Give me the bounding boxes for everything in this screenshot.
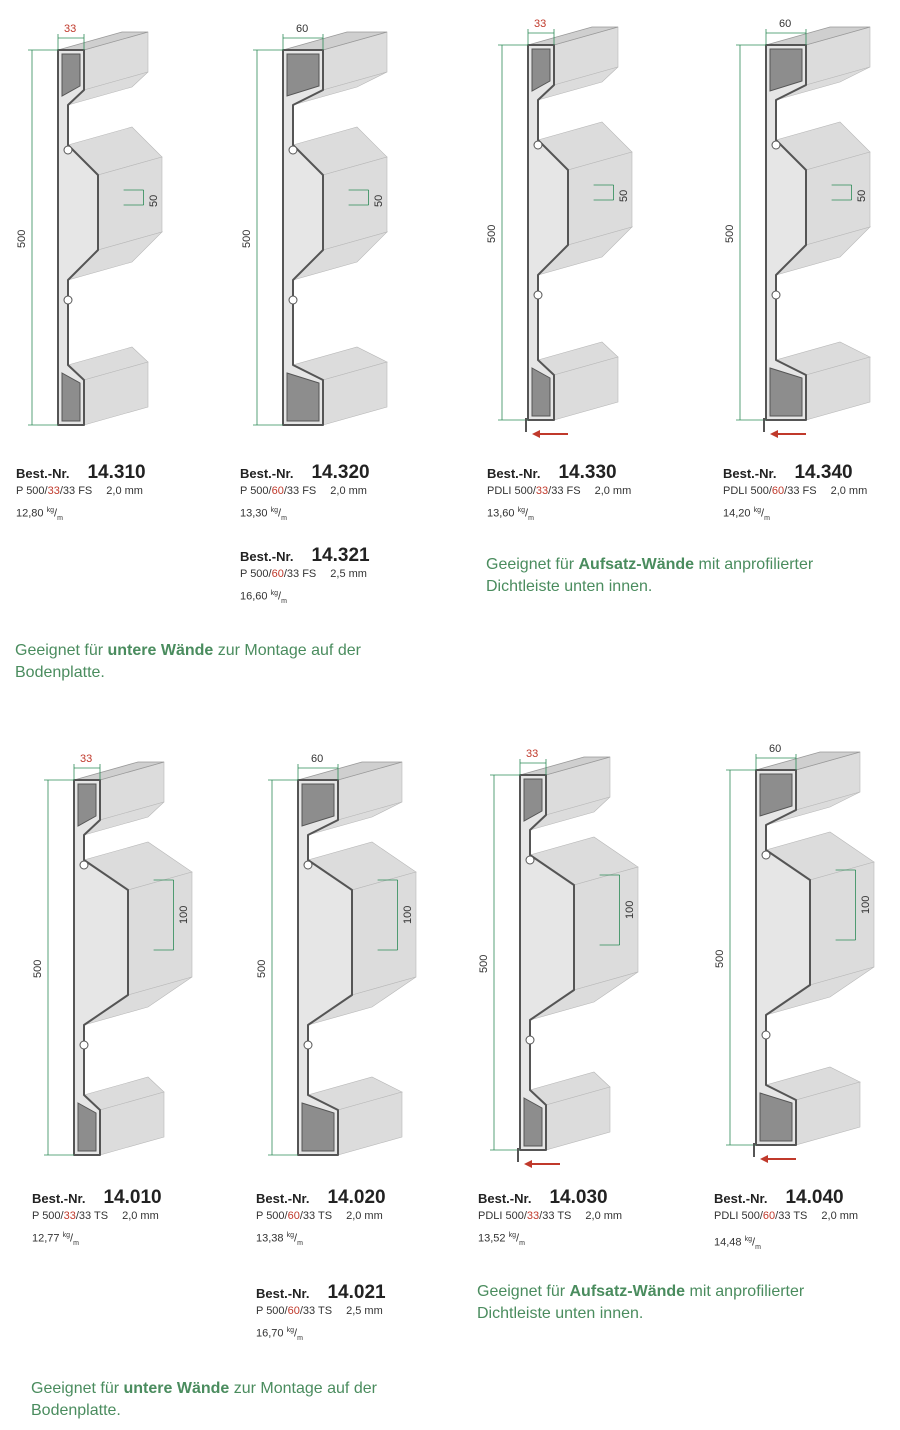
bolt-hole bbox=[526, 1036, 534, 1044]
note-emphasis: untere Wände bbox=[123, 1380, 230, 1397]
code-suffix: /33 FS bbox=[283, 485, 317, 497]
profile-side-face bbox=[574, 867, 638, 990]
thickness: 2,0 mm bbox=[830, 485, 868, 497]
dim-offset-label: 100 bbox=[623, 900, 636, 919]
weight: 14,20 bbox=[723, 507, 751, 520]
dim-width-label: 33 bbox=[534, 18, 547, 30]
bolt-hole bbox=[304, 861, 312, 869]
code-width: 60 bbox=[287, 1305, 300, 1317]
weight: 13,30 bbox=[240, 507, 268, 520]
order-number: 14.040 bbox=[785, 1187, 844, 1208]
unit-kg: kg bbox=[753, 507, 761, 514]
profile-drawing-14010 bbox=[26, 750, 216, 1190]
thickness: 2,0 mm bbox=[585, 1210, 623, 1222]
spec-14040: Best.-Nr. 14.040 PDLI 500/60/33 TS 2,0 mm 14,48 $^{kg}/_m$ bbox=[714, 1187, 859, 1251]
dim-width-label: 60 bbox=[296, 23, 309, 35]
order-label: Best.-Nr. bbox=[240, 549, 294, 564]
dim-height-label: 500 bbox=[32, 959, 44, 978]
bolt-hole bbox=[534, 141, 542, 149]
bolt-hole bbox=[526, 856, 534, 864]
spec-14320: Best.-Nr. 14.320 P 500/60/33 FS 2,0 mm 13,30 $^{kg}/_m$ bbox=[240, 462, 370, 522]
spec-14020: Best.-Nr. 14.020 P 500/60/33 TS 2,0 mm 13,38 $^{kg}/_m$ bbox=[256, 1187, 386, 1247]
code-suffix: /33 TS bbox=[539, 1210, 572, 1222]
dim-height-label: 500 bbox=[256, 959, 268, 978]
unit-kg: kg bbox=[744, 1236, 752, 1243]
profile-shape bbox=[520, 757, 638, 1150]
unit-kg: kg bbox=[286, 1232, 294, 1239]
profile-drawing-14020 bbox=[250, 750, 440, 1190]
order-label: Best.-Nr. bbox=[240, 466, 294, 481]
dim-offset-label: 50 bbox=[617, 189, 630, 202]
weight: 14,48 bbox=[714, 1236, 742, 1249]
unit-m: m bbox=[281, 597, 287, 605]
weight: 16,70 bbox=[256, 1327, 284, 1340]
dim-offset-label: 50 bbox=[147, 194, 160, 207]
unit-kg: kg bbox=[270, 507, 278, 514]
profile-svg bbox=[250, 750, 440, 1190]
order-number: 14.021 bbox=[327, 1282, 386, 1303]
unit-m: m bbox=[755, 1243, 761, 1251]
dim-height-label: 500 bbox=[724, 224, 736, 243]
dim-height-label: 500 bbox=[478, 954, 490, 973]
note-text: Geeignet für bbox=[477, 1283, 570, 1300]
profile-svg bbox=[480, 15, 670, 455]
profile-drawing-14340 bbox=[718, 15, 900, 455]
thickness: 2,0 mm bbox=[821, 1210, 859, 1222]
code-width: 60 bbox=[771, 485, 785, 497]
dim-height-label: 500 bbox=[486, 224, 498, 243]
dim-offset-label: 100 bbox=[859, 895, 872, 914]
order-number: 14.310 bbox=[87, 462, 146, 483]
order-number: 14.320 bbox=[311, 462, 370, 483]
code-prefix: P 500/ bbox=[240, 485, 272, 497]
dim-offset-label: 100 bbox=[401, 905, 414, 924]
dim-offset-label: 50 bbox=[855, 189, 868, 202]
bolt-hole bbox=[64, 146, 72, 154]
unit-m: m bbox=[73, 1239, 79, 1247]
weight: 12,77 bbox=[32, 1232, 60, 1245]
note-emphasis: untere Wände bbox=[107, 642, 214, 659]
dim-height-label: 500 bbox=[16, 229, 28, 248]
order-label: Best.-Nr. bbox=[256, 1286, 310, 1301]
thickness: 2,5 mm bbox=[346, 1305, 383, 1317]
note-text: mit anprofilierter Dichtleiste unten innen. bbox=[486, 556, 814, 595]
spec-14030: Best.-Nr. 14.030 PDLI 500/33/33 TS 2,0 mm 13,52 $^{kg}/_m$ bbox=[478, 1187, 623, 1247]
spec-14340: Best.-Nr. 14.340 PDLI 500/60/33 FS 2,0 mm 14,20 $^{kg}/_m$ bbox=[723, 462, 868, 522]
code-width: 60 bbox=[287, 1210, 300, 1222]
bolt-hole bbox=[80, 861, 88, 869]
order-number: 14.030 bbox=[549, 1187, 608, 1208]
profile-drawing-14310 bbox=[10, 20, 200, 460]
dim-width-label: 33 bbox=[526, 748, 539, 760]
weight: 12,80 bbox=[16, 507, 44, 520]
note-text: mit anprofilierter Dichtleiste unten innen. bbox=[477, 1283, 805, 1322]
unit-kg: kg bbox=[270, 590, 278, 597]
note-text: Geeignet für bbox=[15, 642, 108, 659]
profile-shape bbox=[766, 27, 870, 420]
code-suffix: /33 TS bbox=[75, 1210, 109, 1222]
unit-m: m bbox=[281, 514, 287, 522]
profile-svg bbox=[10, 20, 200, 460]
code-suffix: /33 FS bbox=[283, 568, 317, 580]
unit-m: m bbox=[297, 1239, 303, 1247]
thickness: 2,0 mm bbox=[346, 1210, 383, 1222]
dim-width-label: 33 bbox=[64, 23, 77, 35]
code-suffix: /33 TS bbox=[775, 1210, 808, 1222]
code-prefix: PDLI 500/ bbox=[723, 485, 772, 497]
dim-height-label: 500 bbox=[241, 229, 253, 248]
profile-shape bbox=[298, 762, 416, 1155]
profile-shape bbox=[74, 762, 192, 1155]
unit-kg: kg bbox=[508, 1232, 516, 1239]
spec-14310: Best.-Nr. 14.310 P 500/33/33 FS 2,0 mm 12,80 $^{kg}/_m$ bbox=[16, 462, 146, 522]
spec-14321: Best.-Nr. 14.321 P 500/60/33 FS 2,5 mm 16,60 $^{kg}/_m$ bbox=[240, 545, 370, 605]
order-label: Best.-Nr. bbox=[723, 466, 777, 481]
profile-shape bbox=[528, 27, 632, 420]
thickness: 2,0 mm bbox=[106, 485, 143, 497]
order-number: 14.321 bbox=[311, 545, 370, 566]
bolt-hole bbox=[289, 296, 297, 304]
note-text: zur Montage auf der Bodenplatte. bbox=[31, 1380, 377, 1419]
order-label: Best.-Nr. bbox=[256, 1191, 310, 1206]
profile-drawing-14320 bbox=[235, 20, 425, 460]
code-suffix: /33 TS bbox=[299, 1305, 333, 1317]
profile-svg bbox=[718, 15, 900, 455]
dim-width-label: 60 bbox=[779, 18, 792, 30]
profile-shape bbox=[756, 752, 874, 1145]
note-lower-walls-top bbox=[15, 640, 395, 684]
dim-offset-label: 100 bbox=[177, 905, 190, 924]
order-label: Best.-Nr. bbox=[487, 466, 541, 481]
dim-height-label: 500 bbox=[714, 949, 726, 968]
unit-m: m bbox=[764, 514, 770, 522]
profile-shape bbox=[283, 32, 387, 425]
spec-14021: Best.-Nr. 14.021 P 500/60/33 TS 2,5 mm 16,70 $^{kg}/_m$ bbox=[256, 1282, 386, 1342]
thickness: 2,0 mm bbox=[122, 1210, 159, 1222]
weight: 13,52 bbox=[478, 1232, 506, 1245]
unit-kg: kg bbox=[46, 507, 54, 514]
note-top-walls-bottom bbox=[477, 1281, 867, 1325]
code-width: 33 bbox=[535, 485, 549, 497]
spec-14330: Best.-Nr. 14.330 PDLI 500/33/33 FS 2,0 mm 13,60 $^{kg}/_m$ bbox=[487, 462, 632, 522]
code-prefix: PDLI 500/ bbox=[487, 485, 536, 497]
unit-kg: kg bbox=[62, 1232, 70, 1239]
code-prefix: P 500/ bbox=[256, 1305, 288, 1317]
profile-side-face bbox=[128, 872, 192, 995]
order-label: Best.-Nr. bbox=[32, 1191, 86, 1206]
spec-14010: Best.-Nr. 14.010 P 500/33/33 TS 2,0 mm 12,77 $^{kg}/_m$ bbox=[32, 1187, 162, 1247]
profile-svg bbox=[235, 20, 425, 460]
thickness: 2,0 mm bbox=[330, 485, 367, 497]
weight: 16,60 bbox=[240, 590, 268, 603]
code-width: 33 bbox=[63, 1210, 76, 1222]
code-width: 60 bbox=[271, 568, 284, 580]
profile-drawing-14030 bbox=[472, 745, 662, 1185]
code-width: 33 bbox=[526, 1210, 540, 1222]
profile-svg bbox=[26, 750, 216, 1190]
thickness: 2,5 mm bbox=[330, 568, 367, 580]
bolt-hole bbox=[64, 296, 72, 304]
code-suffix: /33 FS bbox=[548, 485, 581, 497]
dim-width-label: 60 bbox=[311, 753, 324, 765]
code-width: 60 bbox=[762, 1210, 776, 1222]
code-prefix: P 500/ bbox=[256, 1210, 288, 1222]
code-width: 60 bbox=[271, 485, 284, 497]
code-prefix: P 500/ bbox=[16, 485, 48, 497]
note-top-walls-top bbox=[486, 554, 876, 598]
bolt-hole bbox=[762, 1031, 770, 1039]
unit-m: m bbox=[57, 514, 63, 522]
note-text: zur Montage auf der Bodenplatte. bbox=[15, 642, 361, 681]
profile-drawing-14330 bbox=[480, 15, 670, 455]
dim-width-label: 33 bbox=[80, 753, 93, 765]
order-label: Best.-Nr. bbox=[714, 1191, 768, 1206]
unit-kg: kg bbox=[286, 1327, 294, 1334]
code-suffix: /33 FS bbox=[784, 485, 817, 497]
code-suffix: /33 FS bbox=[59, 485, 93, 497]
profile-side-face bbox=[352, 872, 416, 995]
order-label: Best.-Nr. bbox=[16, 466, 70, 481]
code-prefix: PDLI 500/ bbox=[478, 1210, 527, 1222]
code-width: 33 bbox=[47, 485, 60, 497]
bolt-hole bbox=[772, 141, 780, 149]
profile-svg bbox=[708, 740, 898, 1180]
order-number: 14.020 bbox=[327, 1187, 386, 1208]
bolt-hole bbox=[289, 146, 297, 154]
code-prefix: P 500/ bbox=[240, 568, 272, 580]
order-label: Best.-Nr. bbox=[478, 1191, 532, 1206]
bolt-hole bbox=[534, 291, 542, 299]
thickness: 2,0 mm bbox=[594, 485, 632, 497]
order-number: 14.330 bbox=[558, 462, 617, 483]
code-prefix: PDLI 500/ bbox=[714, 1210, 763, 1222]
unit-kg: kg bbox=[517, 507, 525, 514]
note-text: Geeignet für bbox=[486, 556, 579, 573]
bolt-hole bbox=[80, 1041, 88, 1049]
profile-side-face bbox=[810, 862, 874, 985]
unit-m: m bbox=[297, 1334, 303, 1342]
weight: 13,38 bbox=[256, 1232, 284, 1245]
code-prefix: P 500/ bbox=[32, 1210, 64, 1222]
profile-shape bbox=[58, 32, 162, 425]
dim-offset-label: 50 bbox=[372, 194, 385, 207]
code-suffix: /33 TS bbox=[299, 1210, 333, 1222]
note-lower-walls-bottom bbox=[31, 1378, 411, 1422]
profile-svg bbox=[472, 745, 662, 1185]
bolt-hole bbox=[772, 291, 780, 299]
bolt-hole bbox=[304, 1041, 312, 1049]
weight: 13,60 bbox=[487, 507, 515, 520]
dim-width-label: 60 bbox=[769, 743, 782, 755]
bolt-hole bbox=[762, 851, 770, 859]
unit-m: m bbox=[519, 1239, 525, 1247]
unit-m: m bbox=[528, 514, 534, 522]
note-emphasis: Aufsatz-Wände bbox=[569, 1283, 686, 1300]
order-number: 14.010 bbox=[103, 1187, 162, 1208]
note-text: Geeignet für bbox=[31, 1380, 124, 1397]
order-number: 14.340 bbox=[794, 462, 853, 483]
profile-drawing-14040 bbox=[708, 740, 898, 1180]
note-emphasis: Aufsatz-Wände bbox=[578, 556, 695, 573]
